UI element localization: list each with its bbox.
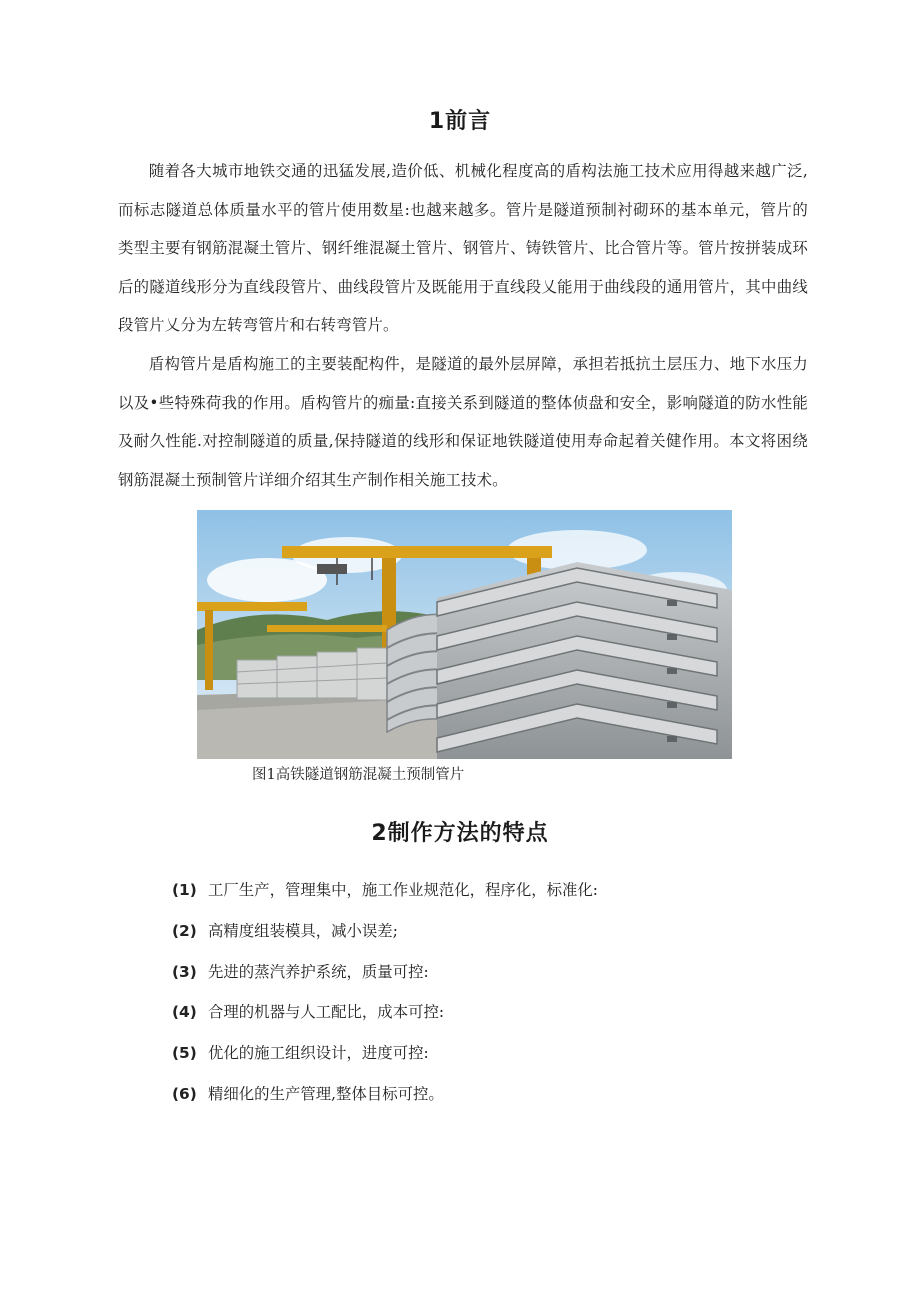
list-item (172, 870, 598, 911)
list-item-text: 精细化的生产管理,整体目标可控。 (208, 1084, 444, 1103)
list-item-number: (5) (172, 1044, 197, 1063)
body-paragraph: 盾构管片是盾构施工的主要装配构件，是隧道的最外层屏障，承担若抵抗土层压力、地下水压力以及•些特殊荷我的作用。盾构管片的痂量:直接关系到隧道的整体侦盘和安全，影响隧道的防水性能及耐久性能.对控制隧道的质量,保持隧道的线形和保证地铁隧道使用寿命起着关健作用。本文将困绕钢筋混凝土预制管片详细介绍其生产制作相关施工技术。 (118, 355, 808, 489)
list-item-text: 先进的蒸汽养护系统，质量可控: (208, 962, 429, 981)
section-heading-preface: 1前言 (428, 109, 492, 134)
body-paragraph: 随着各大城市地铁交通的迅猛发展,造价低、机械化程度高的盾构法施工技术应用得越来越广泛,而标志隧道总体质量水平的管片使用数星:也越来越多。管片是隧道预制衬砌环的基本单元，管片的类型主要有钢筋混凝土管片、钢纤维混凝土管片、钢管片、铸铁管片、比合管片等。管片按拼装成环后的隧道线形分为直线段管片、曲线段管片及既能用于直线段乂能用于曲线段的通用管片，其中曲线段管片乂分为左转弯管片和右转弯管片。 (118, 162, 808, 334)
list-item (172, 952, 598, 993)
list-item-text: 工厂生产，管理集中，施工作业规范化，程序化，标准化: (208, 881, 598, 899)
list-item-text: 高精度组装模具，减小误差; (208, 921, 398, 940)
list-item-text: 优化的施工组织设计，进度可控: (208, 1044, 429, 1063)
list-item-number: (3) (172, 962, 197, 981)
list-item-text: 合理的机器与人工配比，成本可控: (208, 1003, 445, 1022)
list-item-number: (1) (172, 881, 197, 899)
segment-yard-photo (197, 510, 732, 759)
list-item (172, 911, 598, 952)
list-item-number: (2) (172, 921, 197, 940)
list-item-number: (6) (172, 1084, 197, 1103)
list-item (172, 992, 598, 1033)
figure-caption: 图1高铁隧道钢筋混凝土预制管片 (252, 767, 465, 783)
list-item-number: (4) (172, 1003, 197, 1022)
list-item (172, 1074, 598, 1115)
list-item (172, 1033, 598, 1074)
feature-list (172, 870, 598, 1115)
section-heading-features: 2制作方法的特点 (371, 821, 549, 846)
